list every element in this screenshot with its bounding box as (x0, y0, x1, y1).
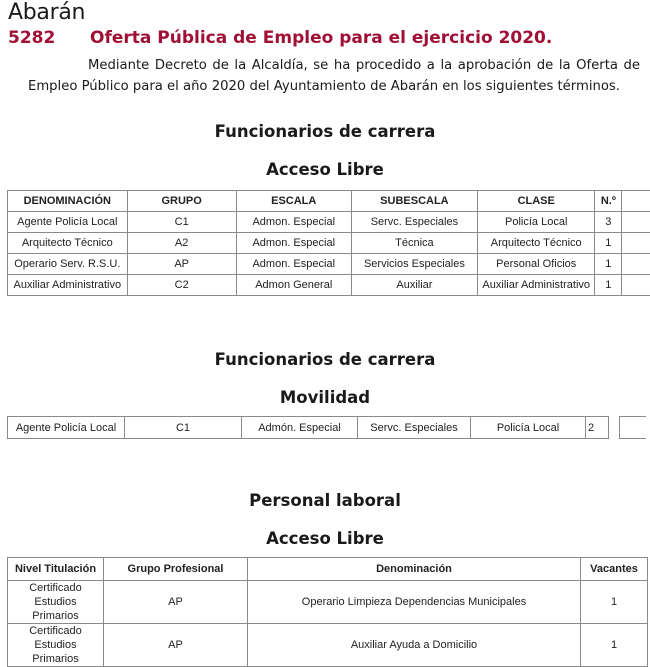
cell: Auxiliar (351, 275, 477, 296)
cell: AP (104, 624, 248, 667)
cell: Servc. Especiales (358, 417, 471, 439)
section2-table (7, 416, 646, 439)
col-header: DENOMINACIÓN (8, 191, 128, 212)
cell: AP (104, 581, 248, 624)
cell: Operario Limpieza Dependencias Municipales (248, 581, 581, 624)
cell: Arquitecto Técnico (478, 233, 595, 254)
section2-subtitle: Movilidad (0, 388, 650, 407)
empty-cell (622, 275, 650, 296)
announcement-number: 5282 (8, 28, 90, 48)
cell: Admon. Especial (236, 233, 351, 254)
cell: Policía Local (478, 212, 595, 233)
cell: 3 (595, 212, 622, 233)
cell: Certificado Estudios Primarios (8, 624, 104, 667)
section1-table (7, 190, 650, 296)
cell: 1 (595, 254, 622, 275)
cell: 1 (581, 624, 648, 667)
announcement-title: Oferta Pública de Empleo para el ejercicio 2020. (90, 28, 552, 48)
section3-title: Personal laboral (0, 491, 650, 510)
cell: 1 (595, 233, 622, 254)
cell: Auxiliar Administrativo (8, 275, 128, 296)
table-row (8, 233, 650, 254)
intro-text: Mediante Decreto de la Alcaldía, se ha procedido a la aprobación de la Oferta de Empleo Público para el año 2020 del Ayuntamiento de Abarán en los siguientes términos. (28, 58, 640, 94)
col-header: Nivel Titulación (8, 558, 104, 581)
cell: Servicios Especiales (351, 254, 477, 275)
cell: C1 (125, 417, 242, 439)
col-header: Grupo Profesional (104, 558, 248, 581)
col-header: Vacantes (581, 558, 648, 581)
cell: AP (127, 254, 236, 275)
table-row (8, 212, 650, 233)
cell: Admon. Especial (236, 254, 351, 275)
cell: 1 (595, 275, 622, 296)
empty-cell (622, 254, 650, 275)
cell: Operario Serv. R.S.U. (8, 254, 128, 275)
empty-cell (622, 233, 650, 254)
cell: A2 (127, 233, 236, 254)
cell: Personal Oficios (478, 254, 595, 275)
cell: Auxiliar Ayuda a Domicilio (248, 624, 581, 667)
cell: Servc. Especiales (351, 212, 477, 233)
cell: 1 (581, 581, 648, 624)
cell: Arquitecto Técnico (8, 233, 128, 254)
section3-subtitle: Acceso Libre (0, 529, 650, 548)
section2-title: Funcionarios de carrera (0, 350, 650, 369)
empty-cell (622, 191, 650, 212)
municipality-name: Abarán (8, 0, 85, 25)
intro-paragraph (28, 55, 640, 97)
cell: Certificado Estudios Primarios (8, 581, 104, 624)
cell: Admon. Especial (236, 212, 351, 233)
table-row (8, 624, 648, 667)
col-header: ESCALA (236, 191, 351, 212)
col-header: Denominación (248, 558, 581, 581)
section1-title: Funcionarios de carrera (0, 122, 650, 141)
cell: Admon General (236, 275, 351, 296)
col-header: CLASE (478, 191, 595, 212)
cell: 2 (586, 417, 609, 439)
cell: C2 (127, 275, 236, 296)
table-row (8, 275, 650, 296)
announcement-heading (8, 28, 552, 48)
cell: Policía Local (471, 417, 586, 439)
table-row (8, 254, 650, 275)
table-header-row (8, 558, 648, 581)
col-header: SUBESCALA (351, 191, 477, 212)
empty-cell (620, 417, 647, 439)
cell: Auxiliar Administrativo (478, 275, 595, 296)
cell: Agente Policía Local (8, 417, 125, 439)
table-row (8, 417, 647, 439)
table-header-row (8, 191, 650, 212)
empty-cell (622, 212, 650, 233)
cell: Técnica (351, 233, 477, 254)
col-header: GRUPO (127, 191, 236, 212)
table-row (8, 581, 648, 624)
section1-subtitle: Acceso Libre (0, 160, 650, 179)
cell: Admón. Especial (242, 417, 358, 439)
cell: C1 (127, 212, 236, 233)
cell: Agente Policía Local (8, 212, 128, 233)
col-header: N.º (595, 191, 622, 212)
gap (609, 417, 620, 439)
